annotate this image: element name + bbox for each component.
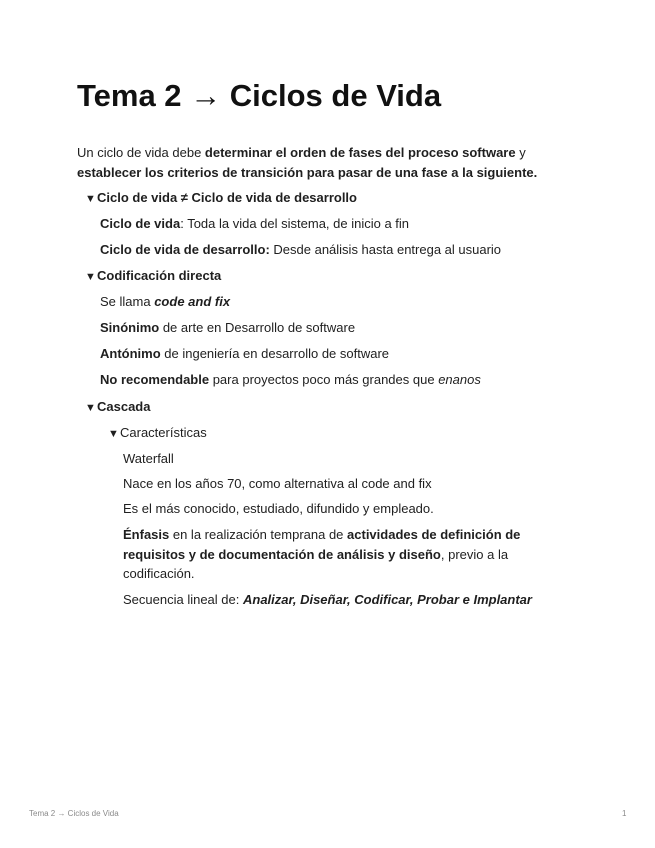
item-text: Desde análisis hasta entrega al usuario	[269, 242, 502, 257]
toggle-label: Cascada	[97, 399, 151, 414]
toggle-triangle-icon[interactable]: ▼	[85, 271, 96, 283]
list-item	[100, 293, 230, 310]
toggle-triangle-icon[interactable]: ▼	[85, 402, 96, 414]
item-italic: enanos	[438, 372, 481, 387]
item-text: para proyectos poco más grandes que	[209, 372, 439, 387]
item-text: Es el más conocido, estudiado, difundido y empleado.	[123, 501, 434, 516]
list-item	[123, 500, 434, 517]
list-item	[123, 450, 174, 467]
item-bold: Sinónimo	[100, 320, 160, 335]
list-item	[123, 475, 432, 492]
intro-bold-2: establecer los criterios de transición para pasar de una fase a la siguiente.	[77, 164, 538, 180]
list-item	[100, 319, 355, 336]
item-bold: Ciclo de vida de desarrollo:	[100, 242, 270, 257]
toggle-label: Codificación directa	[97, 268, 222, 283]
item-text: : Toda la vida del sistema, de inicio a fin	[180, 216, 410, 231]
item-text: Waterfall	[123, 451, 174, 466]
list-item	[100, 371, 481, 388]
item-bold: Ciclo de vida	[100, 216, 181, 231]
enfasis-paragraph	[123, 525, 543, 584]
item-emphasis: code and fix	[154, 294, 231, 309]
list-item	[123, 591, 532, 608]
intro-text-2: y	[515, 145, 526, 160]
toggle-cascada[interactable]	[85, 398, 150, 417]
item-text: de arte en Desarrollo de software	[159, 320, 356, 335]
item-text: , previo a la codificación.	[123, 546, 509, 581]
item-text: de ingeniería en desarrollo de software	[160, 346, 390, 361]
toggle-ciclo-de-vida[interactable]	[85, 189, 357, 208]
toggle-triangle-icon[interactable]: ▼	[108, 428, 119, 440]
item-emphasis: Analizar, Diseñar, Codificar, Probar e Implantar	[242, 592, 532, 607]
intro-text-1: Un ciclo de vida debe	[77, 145, 205, 160]
intro-paragraph	[77, 143, 567, 182]
page-number: 1	[622, 809, 627, 818]
item-bold: Énfasis	[123, 527, 170, 542]
list-item	[100, 241, 501, 258]
toggle-label: Ciclo de vida ≠ Ciclo de vida de desarrollo	[97, 190, 357, 205]
toggle-triangle-icon[interactable]: ▼	[85, 193, 96, 205]
toggle-caracteristicas[interactable]	[108, 424, 207, 443]
item-bold: actividades de definición de requisitos y de documentación de análisis y diseño	[123, 527, 521, 562]
toggle-codificacion-directa[interactable]	[85, 267, 221, 286]
list-item	[100, 215, 409, 232]
intro-bold-1: determinar el orden de fases del proceso software	[204, 145, 516, 160]
item-bold: No recomendable	[100, 372, 210, 387]
item-text: Nace en los años 70, como alternativa al code and fix	[123, 476, 432, 491]
footer-title: Tema 2 → Ciclos de Vida	[29, 809, 119, 818]
toggle-label: Características	[120, 425, 207, 440]
item-text: Se llama	[100, 294, 155, 309]
item-text: en la realización temprana de	[169, 527, 348, 542]
page-title: Tema 2 → Ciclos de Vida	[77, 78, 442, 113]
list-item	[100, 345, 389, 362]
item-bold: Antónimo	[100, 346, 161, 361]
item-text: Secuencia lineal de:	[123, 592, 243, 607]
